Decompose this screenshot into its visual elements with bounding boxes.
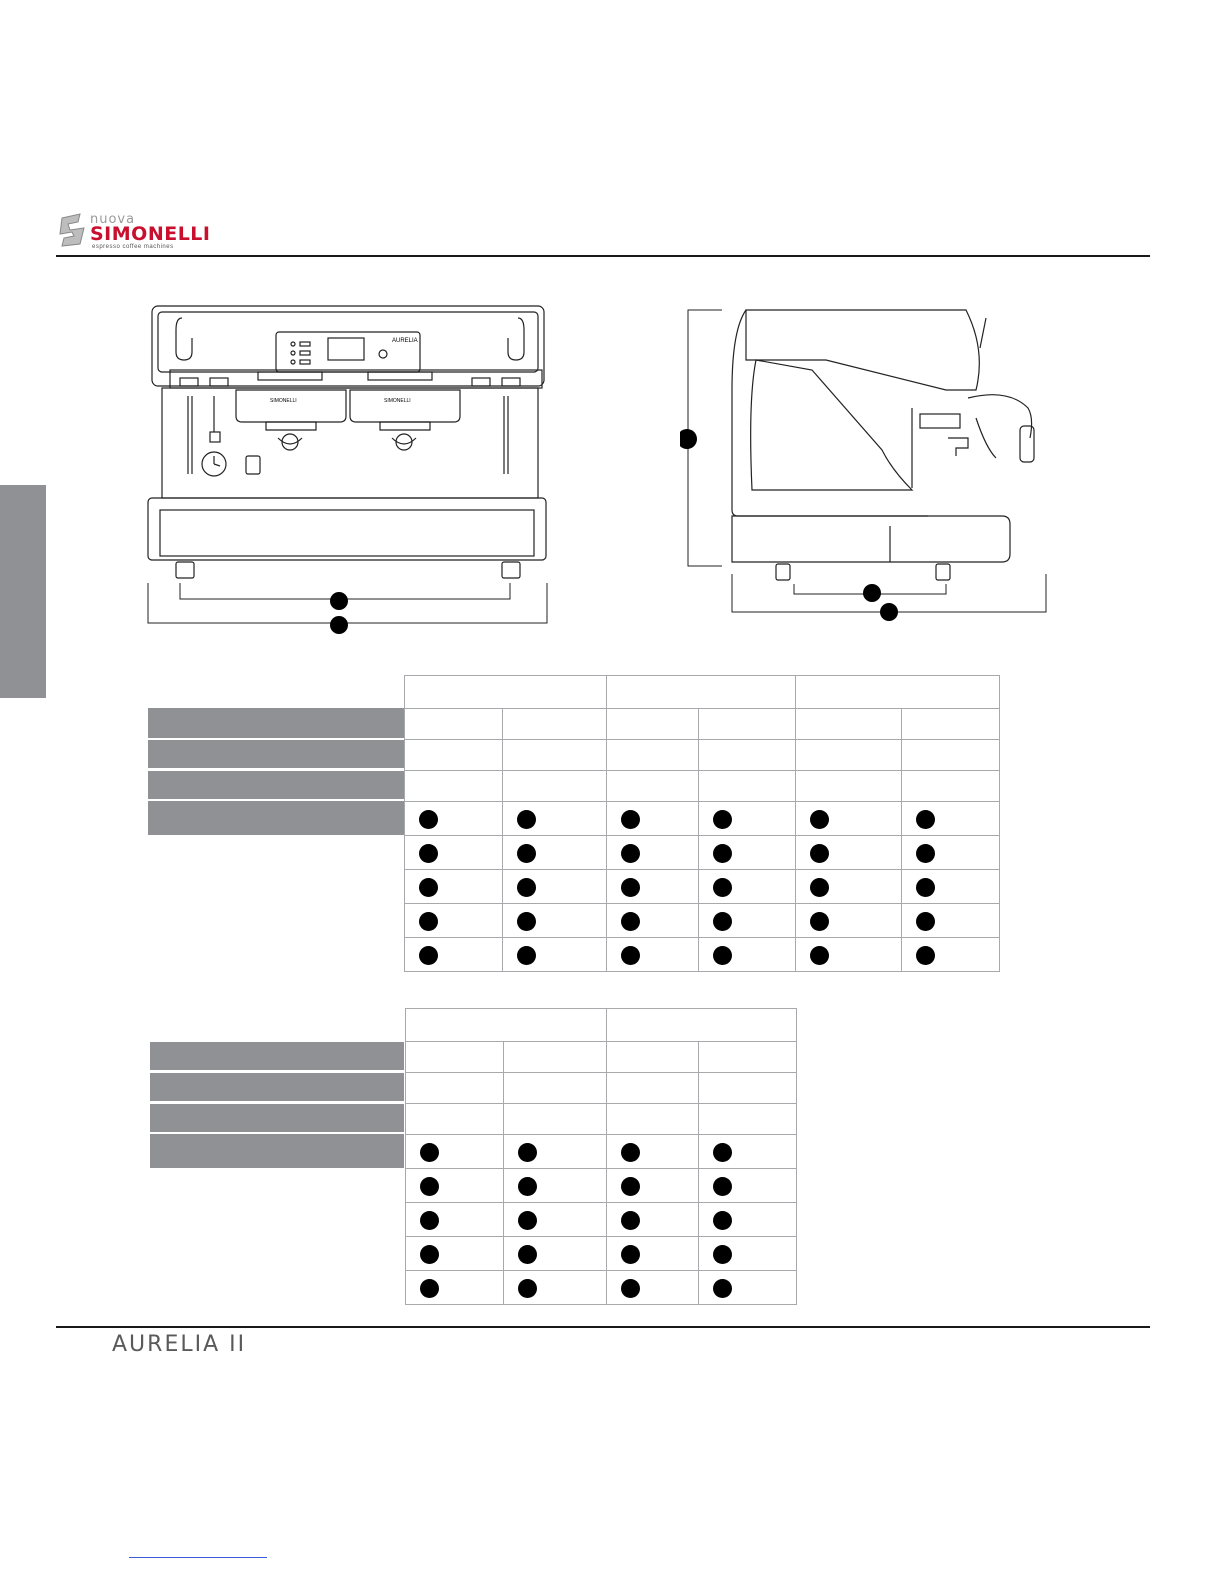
dimension-marker (621, 878, 640, 897)
dimension-marker (517, 946, 536, 965)
dimension-marker (518, 1245, 537, 1264)
dimension-marker (330, 616, 348, 634)
dimension-marker (420, 1143, 439, 1162)
brand-name: SIMONELLI (90, 223, 211, 245)
front-view-drawing (140, 298, 560, 643)
dimension-marker (713, 1177, 732, 1196)
spec-table-three-group (404, 675, 1000, 972)
dimension-marker (916, 946, 935, 965)
dimension-marker (916, 878, 935, 897)
product-logo: AURELIA II (112, 1332, 247, 1357)
table-row (405, 836, 1000, 870)
spec-label-bar (148, 708, 404, 738)
dimension-marker (621, 1279, 640, 1298)
dimension-marker (713, 1143, 732, 1162)
brand-tagline: espresso coffee machines (92, 244, 174, 250)
table-header-cell (607, 1009, 797, 1042)
table-header-cell (406, 1009, 607, 1042)
brand-prefix: nuova (90, 212, 136, 227)
group-head-label: SIMONELLI (270, 398, 297, 404)
footer-link-underline[interactable] (129, 1557, 267, 1558)
dimension-marker (621, 1211, 640, 1230)
table-row (405, 771, 1000, 802)
display-brand-label: AURELIA (392, 338, 418, 344)
spec-label-bar (150, 1134, 404, 1168)
group-head-label: SIMONELLI (384, 398, 411, 404)
dimension-marker (810, 946, 829, 965)
dimension-marker (680, 429, 697, 449)
table-row (406, 1237, 797, 1271)
dimension-marker (420, 1177, 439, 1196)
spec-label-bar (150, 1073, 404, 1101)
dimension-marker (621, 912, 640, 931)
logo-mark-icon (58, 212, 90, 248)
table-row (405, 904, 1000, 938)
dimension-marker (621, 1245, 640, 1264)
dimension-marker (713, 1245, 732, 1264)
dimension-marker (330, 592, 348, 610)
dimension-marker (713, 912, 732, 931)
table-row (406, 1203, 797, 1237)
table-row (406, 1104, 797, 1135)
dimension-marker (810, 878, 829, 897)
dimension-marker (517, 844, 536, 863)
table-row (406, 1135, 797, 1169)
table-row (406, 1073, 797, 1104)
table-row (405, 938, 1000, 972)
table-header-row (406, 1009, 797, 1042)
table-row (405, 802, 1000, 836)
spec-label-bar (148, 771, 404, 799)
dimension-marker (810, 844, 829, 863)
dimension-marker (713, 844, 732, 863)
dimension-marker (621, 946, 640, 965)
dimension-marker (518, 1177, 537, 1196)
dimension-marker (621, 810, 640, 829)
brand-logo (58, 210, 238, 252)
dimension-marker (916, 810, 935, 829)
dimension-marker (419, 810, 438, 829)
dimension-marker (518, 1211, 537, 1230)
table-row (406, 1042, 797, 1073)
dimension-marker (863, 584, 881, 602)
dimension-marker (518, 1143, 537, 1162)
dimension-marker (810, 912, 829, 931)
side-view-drawing (680, 298, 1060, 628)
table-row (405, 740, 1000, 771)
dimension-marker (517, 810, 536, 829)
spec-label-bar (150, 1042, 404, 1070)
dimension-marker (713, 1279, 732, 1298)
dimension-marker (420, 1245, 439, 1264)
spec-table-two-group (405, 1008, 797, 1305)
dimension-marker (713, 878, 732, 897)
dimension-marker (419, 844, 438, 863)
table-header-cell (606, 676, 796, 709)
dimension-marker (916, 844, 935, 863)
table-row (406, 1169, 797, 1203)
table-header-cell (405, 676, 607, 709)
dimension-marker (880, 603, 898, 621)
table-row (406, 1271, 797, 1305)
dimension-marker (517, 878, 536, 897)
header-rule (56, 255, 1150, 257)
table-row (405, 870, 1000, 904)
dimension-marker (518, 1279, 537, 1298)
dimension-marker (621, 1177, 640, 1196)
dimension-marker (713, 946, 732, 965)
dimension-marker (916, 912, 935, 931)
table-header-cell (796, 676, 1000, 709)
footer-rule (56, 1326, 1150, 1328)
spec-label-bar (150, 1104, 404, 1132)
dimension-marker (713, 810, 732, 829)
table-header-row (405, 676, 1000, 709)
dimension-marker (621, 1143, 640, 1162)
dimension-marker (713, 1211, 732, 1230)
dimension-marker (419, 946, 438, 965)
dimension-marker (420, 1279, 439, 1298)
dimension-marker (419, 912, 438, 931)
dimension-marker (810, 810, 829, 829)
dimension-marker (420, 1211, 439, 1230)
table-row (405, 709, 1000, 740)
side-section-tab (0, 485, 46, 698)
dimension-marker (517, 912, 536, 931)
spec-label-bar (148, 740, 404, 768)
dimension-marker (419, 878, 438, 897)
dimension-marker (621, 844, 640, 863)
spec-label-bar (148, 801, 404, 835)
